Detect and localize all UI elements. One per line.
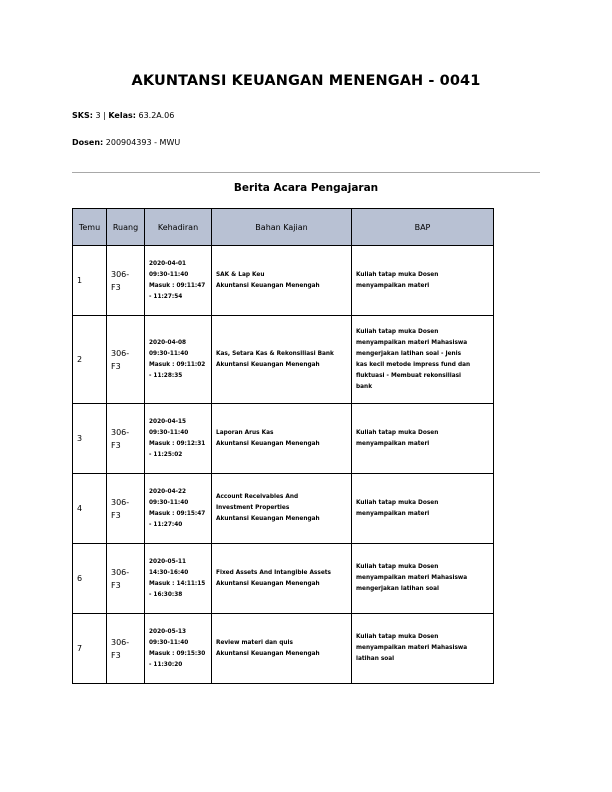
bahan-line: Akuntansi Keuangan Menengah — [216, 516, 320, 522]
kehadiran-line: Masuk : 09:15:47 — [149, 510, 206, 517]
kehadiran-line: Masuk : 09:12:31 — [149, 440, 206, 447]
cell-ruang — [107, 404, 145, 474]
kelas-label: Kelas: — [108, 111, 136, 120]
bahan-line: Laporan Arus Kas — [216, 429, 274, 436]
ruang-line: 306- — [111, 269, 130, 279]
kehadiran-line: 09:30-11:40 — [149, 639, 189, 646]
ruang-line: 306- — [111, 567, 130, 577]
table-row — [73, 614, 494, 684]
cell-bap — [352, 614, 494, 684]
cell-kehadiran — [145, 544, 212, 614]
table-header-row — [73, 209, 494, 246]
cell-kehadiran — [145, 246, 212, 316]
kehadiran-line: Masuk : 09:15:30 — [149, 650, 206, 657]
kehadiran-line: Masuk : 09:11:47 — [149, 282, 206, 289]
divider — [72, 172, 540, 173]
cell-temu: 2 — [73, 316, 107, 404]
cell-bahan-kajian — [212, 316, 352, 404]
bap-line: Kuliah tatap muka Dosen — [356, 429, 439, 436]
table-row — [73, 404, 494, 474]
bahan-line: Akuntansi Keuangan Menengah — [216, 361, 320, 368]
kehadiran-line: 2020-05-13 — [149, 628, 187, 635]
cell-temu: 6 — [73, 544, 107, 614]
bahan-line: Akuntansi Keuangan Menengah — [216, 650, 320, 657]
lecturer-info — [72, 138, 180, 147]
bap-line: menyampaikan materi — [356, 282, 430, 289]
page-title: AKUNTANSI KEUANGAN MENENGAH - 0041 — [131, 73, 481, 89]
kehadiran-line: 2020-05-11 — [149, 558, 187, 565]
bahan-line: Akuntansi Keuangan Menengah — [216, 440, 320, 447]
table-row — [73, 316, 494, 404]
col-header-temu: Temu — [73, 209, 107, 246]
table-row — [73, 246, 494, 316]
course-info — [72, 111, 174, 120]
bap-line: menyampaikan materi Mahasiswa — [356, 339, 468, 346]
section-title: Berita Acara Pengajaran — [233, 182, 379, 194]
ruang-line: 306- — [111, 427, 130, 437]
kehadiran-line: - 11:27:40 — [149, 521, 183, 528]
kehadiran-line: - 11:28:35 — [149, 372, 183, 379]
ruang-line: F3 — [111, 440, 121, 450]
bap-line: latihan soal — [356, 656, 395, 662]
bap-line: menyampaikan materi Mahasiswa — [356, 645, 468, 651]
bahan-line: Account Receivables And — [216, 494, 299, 500]
dosen-label: Dosen: — [72, 138, 104, 147]
cell-temu: 7 — [73, 614, 107, 684]
cell-bap — [352, 544, 494, 614]
dosen-value: 200904393 - MWU — [103, 138, 181, 147]
col-header-kehadiran: Kehadiran — [145, 209, 212, 246]
ruang-line: F3 — [111, 580, 121, 590]
bap-line: Kuliah tatap muka Dosen — [356, 271, 439, 278]
ruang-line: 306- — [111, 348, 130, 358]
table-row — [73, 544, 494, 614]
cell-ruang — [107, 474, 145, 544]
kelas-value: 63.2A.06 — [135, 111, 175, 120]
kehadiran-line: Masuk : 09:11:02 — [149, 361, 206, 368]
kehadiran-line: 09:30-11:40 — [149, 350, 189, 357]
col-header-bap: BAP — [352, 209, 494, 246]
bap-line: mengerjakan latihan soal — [356, 586, 440, 592]
cell-ruang — [107, 544, 145, 614]
bahan-line: Investment Properties — [216, 505, 290, 511]
sks-value: 3 | — [92, 111, 109, 120]
cell-bahan-kajian — [212, 614, 352, 684]
bap-line: mengerjakan latihan soal - Jenis — [356, 350, 462, 357]
cell-kehadiran — [145, 404, 212, 474]
sks-label: SKS: — [72, 111, 93, 120]
kehadiran-line: 09:30-11:40 — [149, 499, 189, 506]
cell-kehadiran — [145, 316, 212, 404]
ruang-line: F3 — [111, 282, 121, 292]
kehadiran-line: - 16:30:38 — [149, 591, 183, 598]
cell-temu: 1 — [73, 246, 107, 316]
kehadiran-line: 2020-04-15 — [149, 418, 187, 425]
cell-bap — [352, 474, 494, 544]
kehadiran-line: - 11:30:20 — [149, 661, 183, 668]
bap-line: menyampaikan materi — [356, 440, 430, 447]
cell-bahan-kajian — [212, 246, 352, 316]
bap-line: Kuliah tatap muka Dosen — [356, 564, 439, 570]
cell-bap — [352, 316, 494, 404]
cell-ruang — [107, 316, 145, 404]
kehadiran-line: 14:30-16:40 — [149, 569, 189, 576]
cell-temu: 3 — [73, 404, 107, 474]
ruang-line: F3 — [111, 361, 121, 371]
cell-bahan-kajian — [212, 474, 352, 544]
bahan-line: SAK & Lap Keu — [216, 271, 265, 278]
bap-line: bank — [356, 383, 373, 390]
cell-bahan-kajian — [212, 404, 352, 474]
cell-bahan-kajian — [212, 544, 352, 614]
cell-ruang — [107, 246, 145, 316]
kehadiran-line: 2020-04-22 — [149, 488, 187, 495]
bahan-line: Akuntansi Keuangan Menengah — [216, 580, 320, 587]
kehadiran-line: - 11:25:02 — [149, 451, 183, 458]
cell-kehadiran — [145, 474, 212, 544]
bap-line: Kuliah tatap muka Dosen — [356, 499, 439, 506]
bap-table — [72, 208, 494, 684]
cell-temu: 4 — [73, 474, 107, 544]
ruang-line: F3 — [111, 650, 121, 660]
kehadiran-line: 09:30-11:40 — [149, 429, 189, 436]
cell-ruang — [107, 614, 145, 684]
ruang-line: F3 — [111, 510, 121, 520]
kehadiran-line: Masuk : 14:11:15 — [149, 580, 206, 587]
kehadiran-line: 09:30-11:40 — [149, 271, 189, 278]
bahan-line: Review materi dan quis — [216, 639, 293, 646]
bap-line: menyampaikan materi — [356, 510, 430, 517]
bahan-line: Fixed Assets And Intangible Assets — [216, 569, 331, 576]
bap-line: fluktuasi - Membuat rekonsiliasi — [356, 372, 462, 379]
cell-bap — [352, 246, 494, 316]
bap-line: Kuliah tatap muka Dosen — [356, 328, 439, 335]
bap-line: menyampaikan materi Mahasiswa — [356, 575, 468, 581]
cell-bap — [352, 404, 494, 474]
kehadiran-line: 2020-04-08 — [149, 339, 187, 346]
bap-line: kas kecil metode impress fund dan — [356, 361, 471, 368]
bap-line: Kuliah tatap muka Dosen — [356, 634, 439, 640]
col-header-ruang: Ruang — [107, 209, 145, 246]
table-row — [73, 474, 494, 544]
ruang-line: 306- — [111, 637, 130, 647]
cell-kehadiran — [145, 614, 212, 684]
kehadiran-line: - 11:27:54 — [149, 293, 183, 300]
kehadiran-line: 2020-04-01 — [149, 260, 187, 267]
bahan-line: Kas, Setara Kas & Rekonsiliasi Bank — [216, 350, 334, 357]
col-header-bahan-kajian: Bahan Kajian — [212, 209, 352, 246]
ruang-line: 306- — [111, 497, 130, 507]
bahan-line: Akuntansi Keuangan Menengah — [216, 282, 320, 289]
